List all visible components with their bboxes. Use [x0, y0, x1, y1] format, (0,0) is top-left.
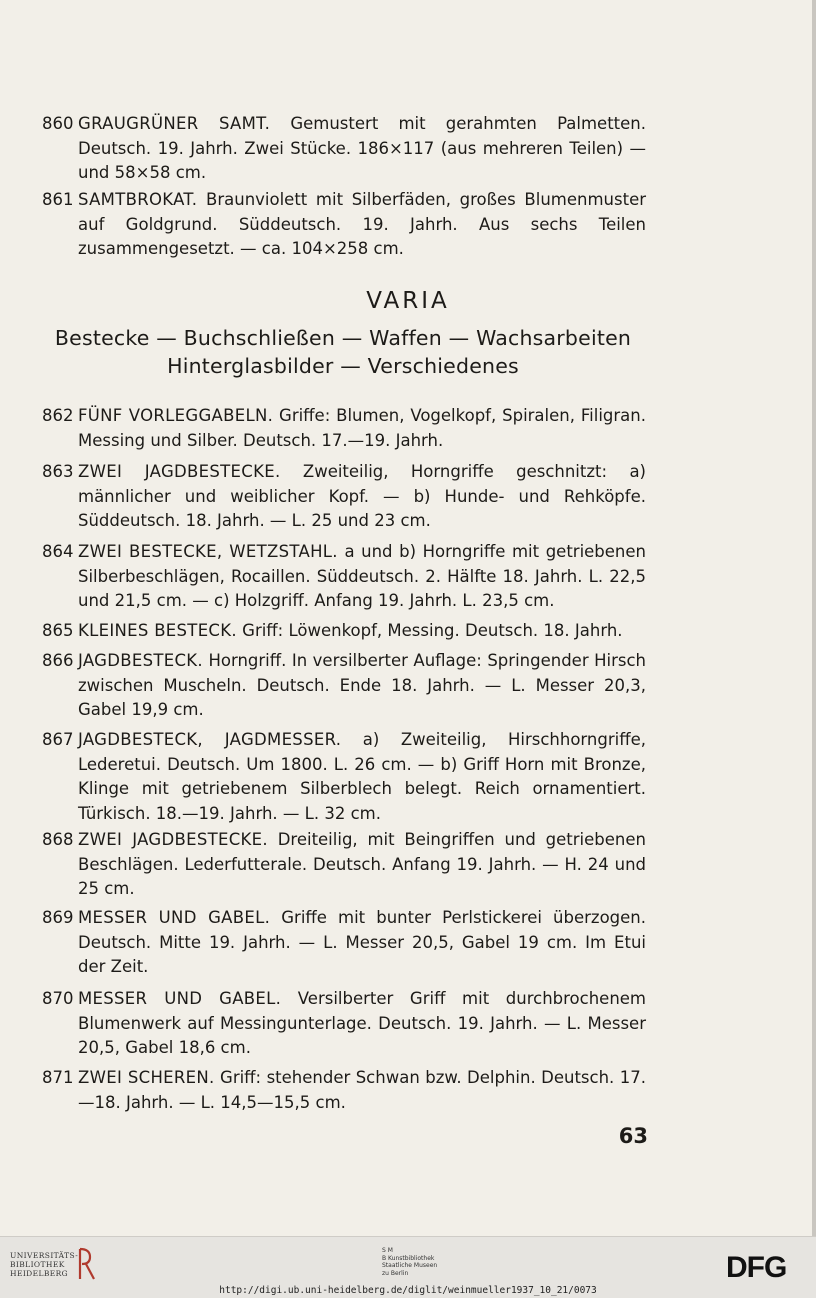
entry-number: 867 — [42, 730, 74, 749]
university-library-label[interactable] — [10, 1251, 78, 1278]
entry-heading: MESSER UND GABEL. — [78, 989, 282, 1008]
page-number: 63 — [618, 1124, 648, 1148]
entry-heading: ZWEI BESTECKE, WETZSTAHL. — [78, 542, 338, 561]
sm-line-3: Staatliche Museen — [382, 1262, 438, 1269]
entry-heading: ZWEI SCHEREN. — [78, 1068, 215, 1087]
entry-number: 861 — [42, 190, 74, 209]
entry-number: 864 — [42, 542, 74, 561]
sm-line-2: B Kunstbibliothek — [382, 1254, 435, 1262]
entry-heading: GRAUGRÜNER SAMT. — [78, 114, 271, 133]
entry-865 — [42, 619, 646, 644]
section-subtitle-1: Bestecke — Buchschließen — Waffen — Wachsarbeiten — [54, 326, 632, 350]
entry-text: Gemustert mit gerahmten Palmetten. Deutsch. 19. Jahrh. Zwei Stücke. 186×117 (aus mehreren Teilen) — und 58×58 cm. — [78, 114, 646, 182]
entry-text: Horngriff. In versilberter Auflage: Springender Hirsch zwischen Muscheln. Deutsch. Ende 18. Jahrh. — L. Messer 20,3, Gabel 19,9 cm. — [78, 651, 646, 719]
university-seal-icon — [76, 1247, 98, 1281]
viewer-footer — [0, 1236, 816, 1298]
entry-heading: KLEINES BESTECK. — [78, 621, 237, 640]
entry-number: 870 — [42, 989, 74, 1008]
kunstbibliothek-label[interactable] — [382, 1247, 437, 1277]
entry-number: 862 — [42, 406, 74, 425]
entry-number: 865 — [42, 621, 74, 640]
entry-number: 871 — [42, 1068, 74, 1087]
entry-863 — [42, 460, 646, 534]
entry-number: 866 — [42, 651, 74, 670]
entry-text: a) Zweiteilig, Hirschhorngriffe, Lederetui. Deutsch. Um 1800. L. 26 cm. — b) Griff Horn mit Bronze, Klinge mit getriebenem Silberblech belegt. Reich ornamentiert. Türkisch. 18.—19. Jahrh. — L. 32 cm. — [78, 730, 646, 823]
entry-number: 860 — [42, 114, 74, 133]
entry-text: Griffe: Blumen, Vogelkopf, Spiralen, Filigran. Messing und Silber. Deutsch. 17.—19. Jahrh. — [78, 406, 646, 450]
entry-867 — [42, 728, 646, 826]
entry-860 — [42, 112, 646, 186]
entry-heading: MESSER UND GABEL. — [78, 908, 271, 927]
entry-text: Griffe mit bunter Perlstickerei überzogen. Deutsch. Mitte 19. Jahrh. — L. Messer 20,5, Gabel 19 cm. Im Etui der Zeit. — [78, 908, 647, 976]
entry-text: Zweiteilig, Horngriffe geschnitzt: a) männlicher und weiblicher Kopf. — b) Hunde- und Rehköpfe. Süddeutsch. 18. Jahrh. — L. 25 und 23 cm. — [78, 462, 646, 530]
dfg-logo[interactable]: DFG — [726, 1251, 787, 1284]
university-line-3: HEIDELBERG — [10, 1269, 69, 1278]
sm-line-4: zu Berlin — [382, 1269, 409, 1277]
entry-866 — [42, 649, 646, 723]
entry-861 — [42, 188, 646, 262]
sm-line-1: S M — [382, 1247, 393, 1254]
source-url-link[interactable]: http://digi.ub.uni-heidelberg.de/diglit/weinmueller1937_10_21/0073 — [219, 1285, 597, 1296]
entry-text: Griff: stehender Schwan bzw. Delphin. Deutsch. 17.—18. Jahrh. — L. 14,5—15,5 cm. — [78, 1068, 646, 1112]
section-title: VARIA — [366, 288, 450, 314]
entry-862 — [42, 404, 646, 453]
section-subtitle-2: Hinterglasbilder — Verschiedenes — [167, 354, 519, 378]
entry-869 — [42, 906, 646, 980]
entry-text: Griff: Löwenkopf, Messing. Deutsch. 18. Jahrh. — [242, 621, 623, 640]
entry-heading: JAGDBESTECK, JAGDMESSER. — [78, 730, 342, 749]
entry-text: Braunviolett mit Silberfäden, großes Blumenmuster auf Goldgrund. Süddeutsch. 19. Jahrh. Aus sechs Teilen zusammengesetzt. — ca. 104×258 cm. — [78, 190, 646, 258]
entry-870 — [42, 987, 646, 1061]
entry-864 — [42, 540, 646, 614]
entry-heading: ZWEI JAGDBESTECKE. — [78, 462, 281, 481]
entry-871 — [42, 1066, 646, 1115]
entry-text: a und b) Horngriffe mit getriebenen Silberbeschlägen, Rocaillen. Süddeutsch. 2. Hälfte 18. Jahrh. L. 22,5 und 21,5 cm. — c) Holzgriff. Anfang 19. Jahrh. L. 23,5 cm. — [78, 542, 646, 610]
entry-heading: FÜNF VORLEGGABELN. — [78, 406, 274, 425]
university-line-2: BIBLIOTHEK — [10, 1260, 65, 1269]
entry-heading: JAGDBESTECK. — [78, 651, 203, 670]
entry-text: Dreiteilig, mit Beingriffen und getriebenen Beschlägen. Lederfutterale. Deutsch. Anfang 19. Jahrh. — H. 24 und 25 cm. — [78, 830, 646, 898]
entry-heading: SAMTBROKAT. — [78, 190, 198, 209]
entry-number: 869 — [42, 908, 74, 927]
entry-number: 868 — [42, 830, 74, 849]
entry-heading: ZWEI JAGDBESTECKE. — [78, 830, 268, 849]
entry-text: Versilberter Griff mit durchbrochenem Blumenwerk auf Messingunterlage. Deutsch. 19. Jahrh. — L. Messer 20,5, Gabel 18,6 cm. — [78, 989, 647, 1057]
entry-868 — [42, 828, 646, 902]
university-line-1: UNIVERSITÄTS- — [10, 1251, 79, 1260]
entry-number: 863 — [42, 462, 74, 481]
